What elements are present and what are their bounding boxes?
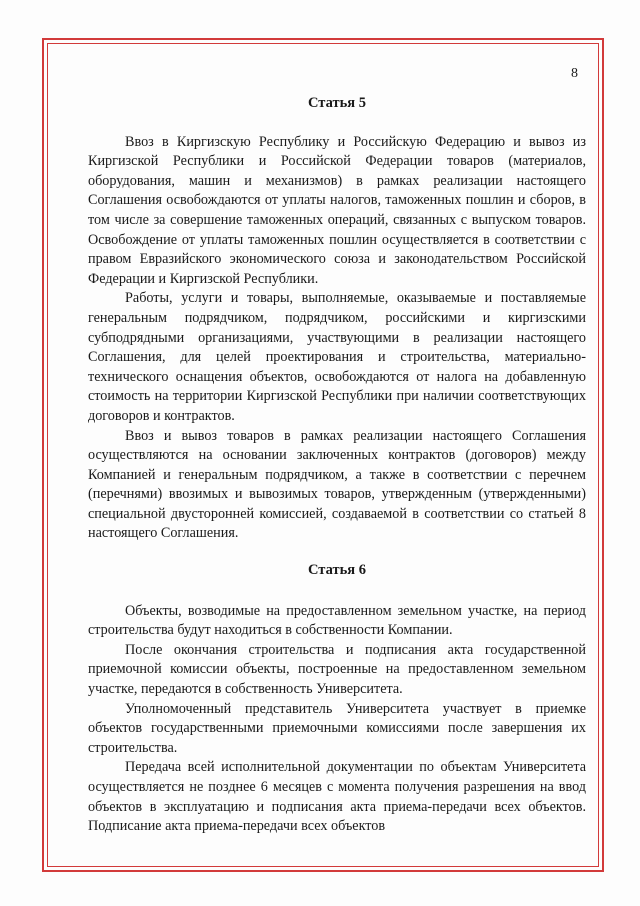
article-5-paragraph-2: Работы, услуги и товары, выполняемые, оказываемые и поставляемые генеральным подрядчиком, подрядчиком, российскими и киргизскими субподрядными организациями, участвующими в реализации настоящего Соглашения, для целей проектирования и строительства, материально-технического оснащения объектов, освобождаются от налога на добавленную стоимость на территории Киргизской Республики при наличии соответствующих договоров и контрактов.	[88, 290, 586, 424]
article-6-title: Статья 6	[308, 562, 366, 579]
article-6-paragraph-1: Объекты, возводимые на предоставленном земельном участке, на период строительства будут находиться в собственности Компании.	[88, 602, 586, 639]
article-6-paragraph-2: После окончания строительства и подписания акта государственной приемочной комиссии объекты, построенные на предоставленном земельном участке, передаются в собственность Университета.	[88, 641, 586, 698]
page-number: 8	[571, 66, 578, 81]
article-6-paragraph-4: Передача всей исполнительной документации по объектам Университета осуществляется не позднее 6 месяцев с момента получения разрешения на ввод объектов в эксплуатацию и подписания акта приема-передачи всех объектов. Подписание акта приема-передачи всех объектов	[88, 759, 586, 835]
article-5-title: Статья 5	[308, 95, 366, 111]
article-5-paragraph-1: Ввоз в Киргизскую Республику и Российскую Федерацию и вывоз из Киргизской Республики и Российской Федерации товаров (материалов, оборудования, машин и механизмов) в рамках реализации настоящего Соглашения освобождаются от уплаты налогов, таможенных пошлин и сборов, в том числе за совершение таможенных операций, связанных с выпуском товаров. Освобождение от уплаты таможенных пошлин осуществляется в соответствии с правом Евразийского экономического союза и законодательством Российской Федерации и Киргизской Республики.	[88, 133, 586, 287]
document-body	[88, 94, 586, 837]
article-5-paragraph-3: Ввоз и вывоз товаров в рамках реализации настоящего Соглашения осуществляются на основании заключенных контрактов (договоров) между Компанией и генеральным подрядчиком, а также в соответствии с перечнем (перечнями) ввозимых и вывозимых товаров, утвержденным (утвержденными) специальной двусторонней комиссией, создаваемой в соответствии со статьей 8 настоящего Соглашения.	[88, 427, 586, 542]
article-6-paragraph-3: Уполномоченный представитель Университета участвует в приемке объектов государственными приемочными комиссиями после завершения их строительства.	[88, 700, 586, 756]
